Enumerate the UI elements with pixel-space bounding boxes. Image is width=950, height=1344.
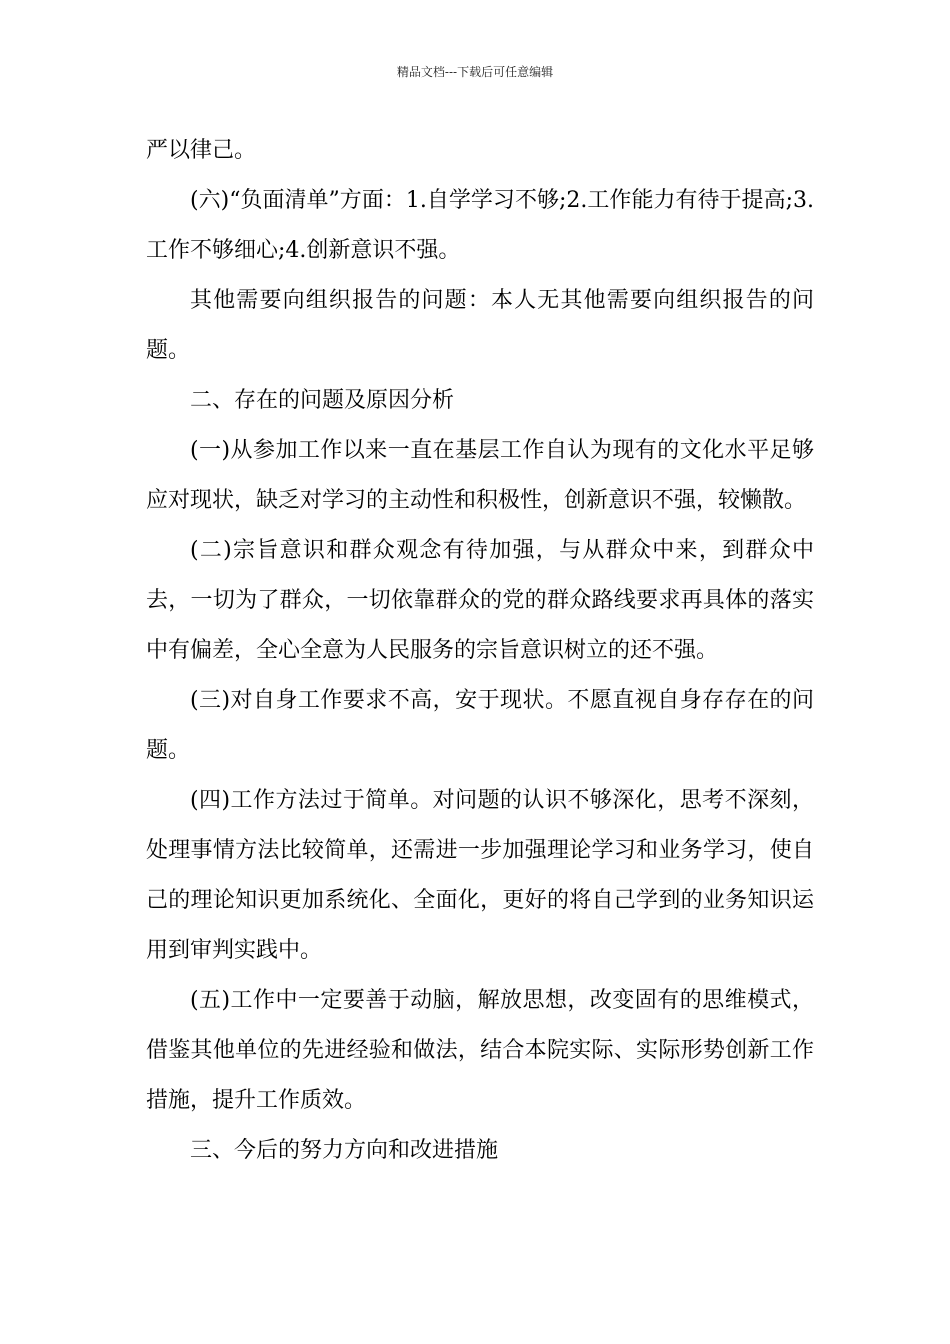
paragraph-other-issues: 其他需要向组织报告的问题：本人无其他需要向组织报告的问题。: [146, 288, 814, 363]
paragraph-problem-4: (四)工作方法过于简单。对问题的认识不够深化，思考不深刻，处理事情方法比较简单，还需进一步加强理论学习和业务学习，使自己的理论知识更加系统化、全面化，更好的将自己学到的业务知识运用到审判实践中。: [146, 788, 814, 963]
section-heading-improvements: 三、今后的努力方向和改进措施: [190, 1138, 499, 1163]
page-header: 精品文档---下载后可任意编辑: [396, 65, 554, 79]
section-heading-problems: 二、存在的问题及原因分析: [190, 388, 455, 413]
paragraph-problem-2: (二)宗旨意识和群众观念有待加强，与从群众中来，到群众中去，一切为了群众，一切依靠群众的党的群众路线要求再具体的落实中有偏差，全心全意为人民服务的宗旨意识树立的还不强。: [146, 538, 814, 663]
paragraph-problem-5: (五)工作中一定要善于动脑，解放思想，改变固有的思维模式，借鉴其他单位的先进经验和做法，结合本院实际、实际形势创新工作措施，提升工作质效。: [146, 988, 814, 1113]
document-body: [146, 126, 814, 1176]
paragraph-problem-1: (一)从参加工作以来一直在基层工作自认为现有的文化水平足够应对现状，缺乏对学习的主动性和积极性，创新意识不强，较懒散。: [146, 438, 814, 513]
paragraph-negative-list: (六)“负面清单”方面：1.自学学习不够;2.工作能力有待于提高;3.工作不够细心;4.创新意识不强。: [146, 188, 814, 263]
paragraph-continuation: 严以律己。: [146, 138, 257, 163]
paragraph-problem-3: (三)对自身工作要求不高，安于现状。不愿直视自身存存在的问题。: [146, 688, 814, 763]
